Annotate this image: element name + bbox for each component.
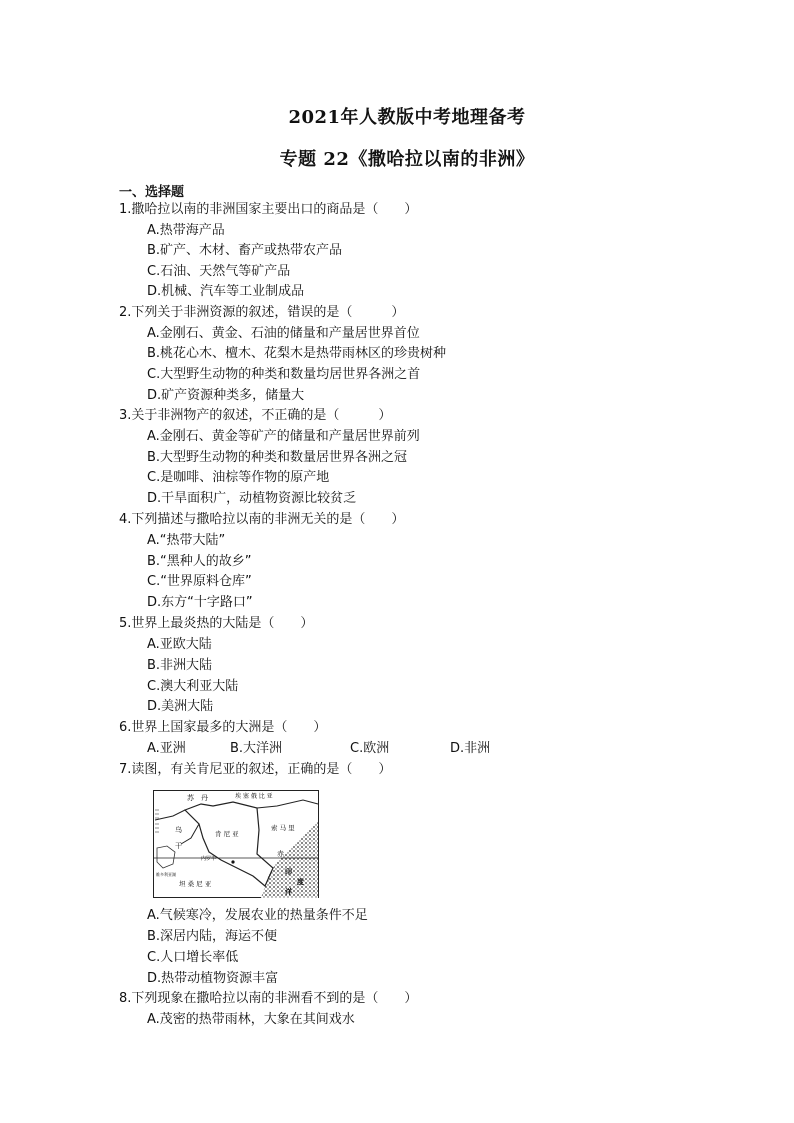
question-5-option-b: B.非洲大陆 — [147, 658, 213, 673]
label-equator: 赤 — [277, 850, 284, 858]
label-uganda-top: 乌 — [175, 826, 182, 834]
question-1-option-c: C.石油、天然气等矿产品 — [147, 264, 291, 279]
label-kenya: 肯 尼 亚 — [215, 830, 239, 838]
document-title: 2021年人教版中考地理备考 — [288, 107, 526, 128]
question-1-stem: 1.撒哈拉以南的非洲国家主要出口的商品是（ ） — [119, 202, 418, 217]
label-sudan: 苏 丹 — [187, 794, 208, 802]
question-4-stem: 4.下列描述与撒哈拉以南的非洲无关的是（ ） — [119, 512, 405, 527]
question-1-option-d: D.机械、汽车等工业制成品 — [147, 284, 305, 299]
question-7-stem: 7.读图，有关肯尼亚的叙述，正确的是（ ） — [119, 762, 392, 777]
label-ethiopia: 埃 塞 俄 比 亚 — [235, 793, 273, 800]
question-3-option-b: B.大型野生动物的种类和数量居世界各洲之冠 — [147, 450, 408, 465]
label-somalia: 索 马 里 — [271, 824, 295, 832]
question-7-option-c: C.人口增长率低 — [147, 950, 239, 965]
question-7-option-b: B.深居内陆，海运不便 — [147, 929, 278, 944]
question-3-option-c: C.是咖啡、油棕等作物的原产地 — [147, 470, 330, 485]
label-tanzania: 坦 桑 尼 亚 — [179, 880, 212, 888]
question-6-option-c: C.欧洲 — [350, 741, 390, 756]
question-8-option-a: A.茂密的热带雨林，大象在其间戏水 — [147, 1012, 355, 1027]
question-2-stem: 2.下列关于非洲资源的叙述，错误的是（ ） — [119, 305, 405, 320]
question-1-option-b: B.矿产、木材、畜产或热带农产品 — [147, 243, 343, 258]
question-4-option-d: D.东方“十字路口” — [147, 595, 253, 610]
question-2-option-b: B.桃花心木、檀木、花梨木是热带雨林区的珍贵树种 — [147, 346, 447, 361]
question-6-option-b: B.大洋洲 — [230, 741, 283, 756]
question-1-option-a: A.热带海产品 — [147, 223, 225, 238]
document-subtitle: 专题 22《撒哈拉以南的非洲》 — [279, 149, 535, 170]
nairobi-marker — [231, 860, 234, 863]
question-5-option-c: C.澳大利亚大陆 — [147, 679, 239, 694]
question-6-option-d: D.非洲 — [450, 741, 491, 756]
label-ocean-2: 度 — [297, 878, 304, 886]
question-7-option-a: A.气候寒冷，发展农业的热量条件不足 — [147, 908, 368, 923]
question-5-option-d: D.美洲大陆 — [147, 699, 214, 714]
question-2-option-a: A.金刚石、黄金、石油的储量和产量居世界首位 — [147, 326, 420, 341]
label-lake: 维多利亚湖 — [156, 872, 176, 877]
question-5-stem: 5.世界上最炎热的大陆是（ ） — [119, 616, 314, 631]
label-ocean-3: 洋 — [285, 888, 292, 896]
question-2-option-c: C.大型野生动物的种类和数量均居世界各洲之首 — [147, 367, 421, 382]
label-nairobi: 内罗毕 — [201, 856, 217, 862]
question-3-option-d: D.干旱面积广，动植物资源比较贫乏 — [147, 491, 357, 506]
question-4-option-b: B.“黑种人的故乡” — [147, 554, 252, 569]
question-5-option-a: A.亚欧大陆 — [147, 637, 212, 652]
question-6-stem: 6.世界上国家最多的大洲是（ ） — [119, 720, 327, 735]
label-ocean: 印 — [285, 868, 292, 876]
label-uganda-bottom: 干 — [175, 842, 182, 850]
question-3-stem: 3.关于非洲物产的叙述，不正确的是（ ） — [119, 408, 392, 423]
question-3-option-a: A.金刚石、黄金等矿产的储量和产量居世界前列 — [147, 429, 420, 444]
section-heading: 一、选择题 — [119, 185, 185, 200]
question-4-option-c: C.“世界原料仓库” — [147, 574, 252, 589]
question-8-stem: 8.下列现象在撒哈拉以南的非洲看不到的是（ ） — [119, 991, 418, 1006]
question-6-option-a: A.亚洲 — [147, 741, 186, 756]
kenya-map-figure — [153, 790, 319, 898]
question-7-option-d: D.热带动植物资源丰富 — [147, 971, 279, 986]
question-2-option-d: D.矿产资源种类多，储量大 — [147, 388, 305, 403]
question-4-option-a: A.“热带大陆” — [147, 533, 226, 548]
